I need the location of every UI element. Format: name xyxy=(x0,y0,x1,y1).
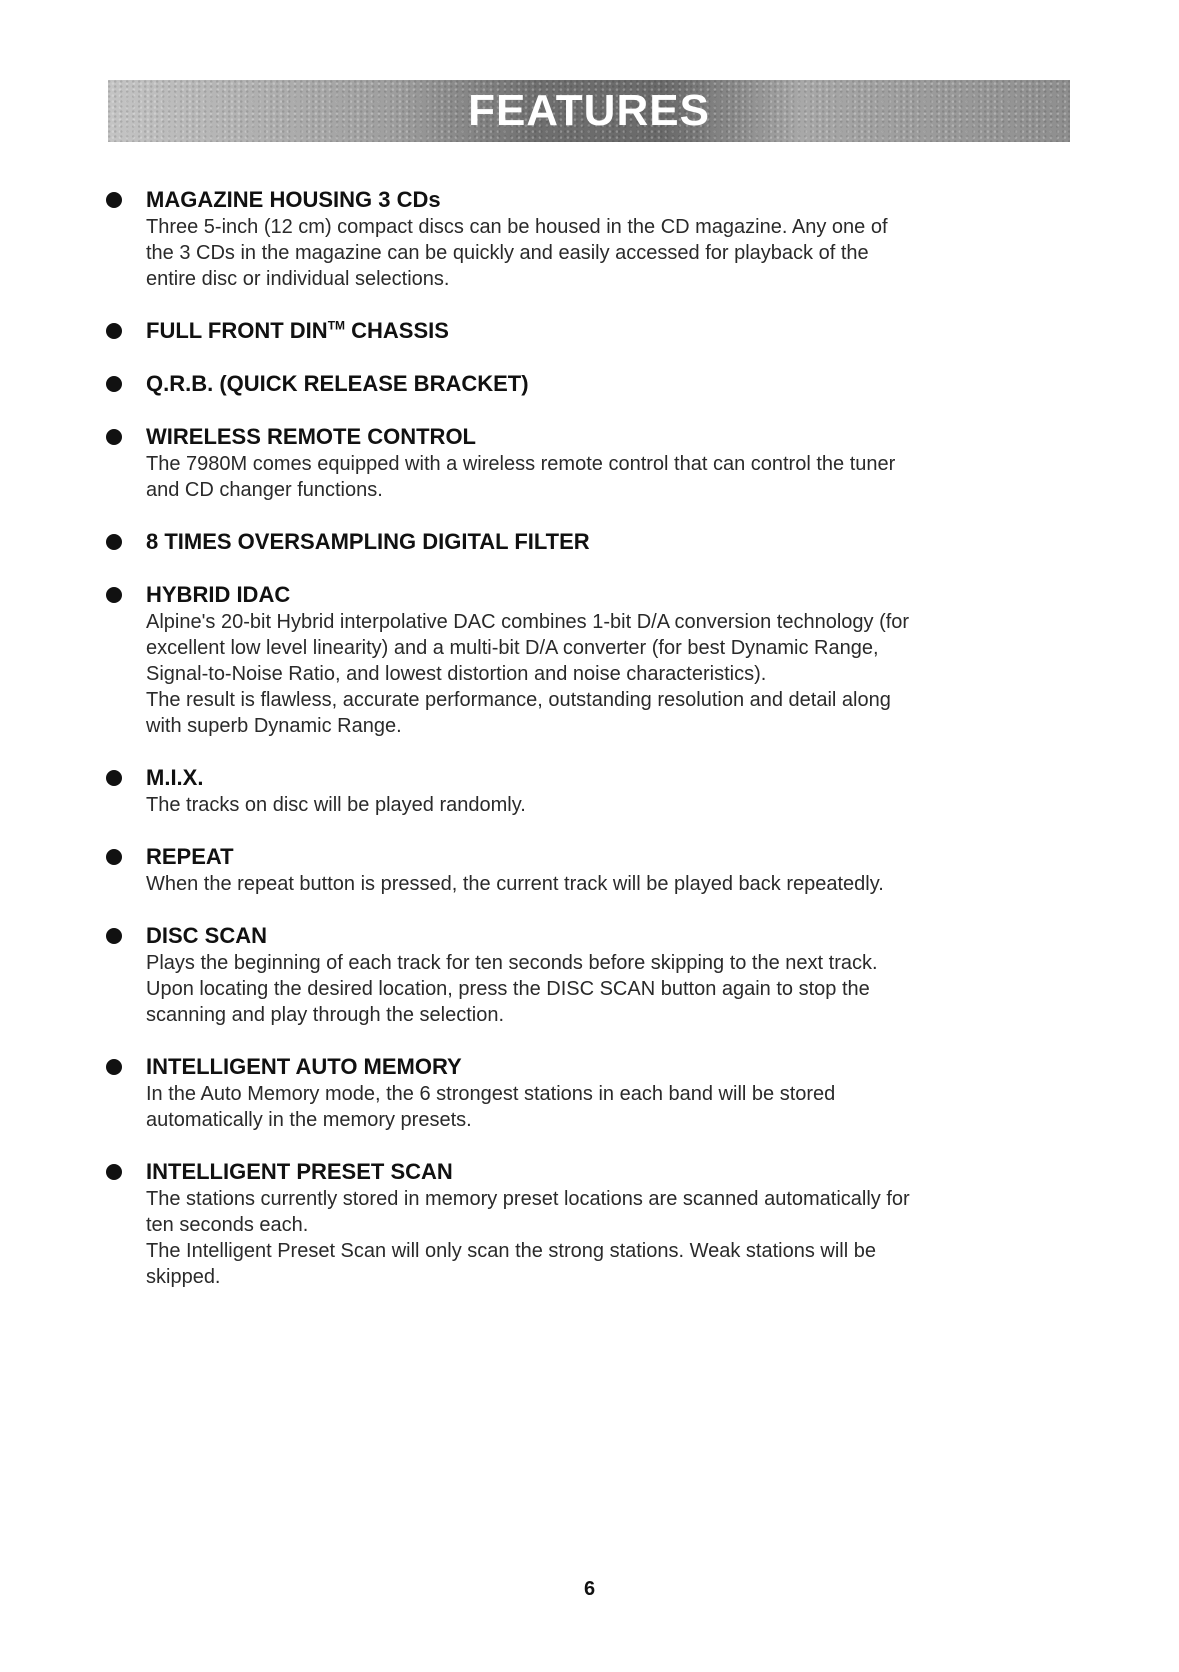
feature-title: DISC SCAN xyxy=(146,923,268,948)
bullet-icon xyxy=(106,1164,122,1180)
bullet-icon xyxy=(106,534,122,550)
feature-item-hybrid-idac xyxy=(100,581,1080,739)
feature-item-auto-memory xyxy=(100,1053,1080,1133)
bullet-icon xyxy=(106,1059,122,1075)
bullet-icon xyxy=(106,928,122,944)
feature-list xyxy=(100,186,1080,1315)
feature-description: The stations currently stored in memory preset locations are scanned automatically for ten seconds each. The Intelligent Preset Scan will only scan the strong stations. Weak stations will be skipped. xyxy=(146,1188,910,1288)
feature-description: Three 5-inch (12 cm) compact discs can be housed in the CD magazine. Any one of the 3 CDs in the magazine can be quickly and easily accessed for playback of the entire disc or individual selections. xyxy=(146,216,888,290)
features-banner xyxy=(108,80,1070,142)
feature-item-preset-scan xyxy=(100,1158,1080,1290)
feature-title: REPEAT xyxy=(146,844,234,869)
feature-title: MAGAZINE HOUSING 3 CDs xyxy=(146,187,441,212)
feature-description: The 7980M comes equipped with a wireless remote control that can control the tuner and CD changer functions. xyxy=(146,453,896,501)
feature-title-text: FULL FRONT DIN xyxy=(146,318,328,343)
feature-title: INTELLIGENT AUTO MEMORY xyxy=(146,1054,462,1079)
feature-item-repeat xyxy=(100,843,1080,897)
feature-title: HYBRID IDAC xyxy=(146,582,291,607)
feature-title: WIRELESS REMOTE CONTROL xyxy=(146,424,476,449)
feature-title: M.I.X. xyxy=(146,765,204,790)
feature-item-disc-scan xyxy=(100,922,1080,1028)
trademark-mark: TM xyxy=(327,318,346,333)
bullet-icon xyxy=(106,376,122,392)
feature-title-suffix: CHASSIS xyxy=(345,318,449,343)
bullet-icon xyxy=(106,192,122,208)
feature-description: When the repeat button is pressed, the current track will be played back repeatedly. xyxy=(146,873,884,895)
feature-description: Alpine's 20-bit Hybrid interpolative DAC combines 1-bit D/A conversion technology (for excellent low level linearity) and a multi-bit D/A converter (for best Dynamic Range, Signal-to-Noise Ratio, and lowest distortion and noise characteristics). The result is flawless, accurate performance, outstanding resolution and detail along with superb Dynamic Range. xyxy=(146,611,910,737)
bullet-icon xyxy=(106,587,122,603)
feature-item-mix xyxy=(100,764,1080,818)
bullet-icon xyxy=(106,323,122,339)
feature-description: Plays the beginning of each track for ten seconds before skipping to the next track. Upon locating the desired location, press the DISC SCAN button again to stop the scanning and play through the selection. xyxy=(146,952,878,1026)
feature-item-full-front-din xyxy=(100,317,1080,345)
feature-item-wireless-remote xyxy=(100,423,1080,503)
feature-description: The tracks on disc will be played randomly. xyxy=(146,794,526,816)
bullet-icon xyxy=(106,429,122,445)
feature-title: INTELLIGENT PRESET SCAN xyxy=(146,1159,453,1184)
feature-item-oversampling-filter xyxy=(100,528,1080,556)
feature-description: In the Auto Memory mode, the 6 strongest stations in each band will be stored automatically in the memory presets. xyxy=(146,1083,836,1131)
feature-title: 8 TIMES OVERSAMPLING DIGITAL FILTER xyxy=(146,529,590,554)
feature-item-magazine-housing xyxy=(100,186,1080,292)
feature-item-qrb xyxy=(100,370,1080,398)
bullet-icon xyxy=(106,849,122,865)
page-number: 6 xyxy=(583,1578,596,1600)
feature-title xyxy=(146,317,1080,345)
feature-title: Q.R.B. (QUICK RELEASE BRACKET) xyxy=(146,371,529,396)
page-title: FEATURES xyxy=(468,86,710,135)
bullet-icon xyxy=(106,770,122,786)
